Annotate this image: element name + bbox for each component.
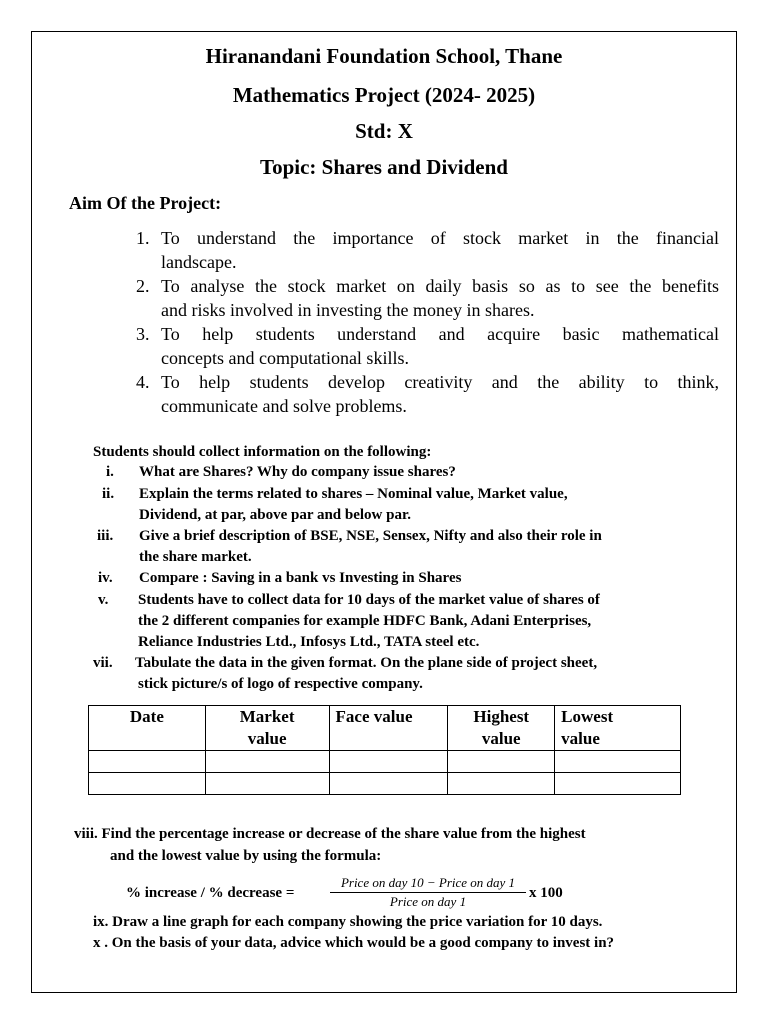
aim-item-number: 3.	[136, 324, 150, 344]
table-cell	[205, 773, 329, 795]
table-header-row	[89, 706, 681, 751]
aim-item-text: To help students understand and acquire basic mathematical concepts and computational skills.	[161, 324, 719, 368]
collect-item-text: stick picture/s of logo of respective company.	[138, 676, 423, 692]
collect-item-text: Explain the terms related to shares – Nominal value, Market value,	[139, 486, 568, 502]
table-cell	[89, 773, 206, 795]
column-header-face-value: Face value	[329, 706, 448, 751]
collect-item-number: ii.	[102, 486, 115, 502]
formula-lhs: % increase / % decrease =	[126, 885, 295, 901]
collect-item-text: Compare : Saving in a bank vs Investing in Shares	[139, 570, 462, 586]
aim-item-number: 2.	[136, 276, 150, 296]
collect-item-text: Tabulate the data in the given format. On the plane side of project sheet,	[135, 655, 598, 671]
collect-item-text: the 2 different companies for example HDFC Bank, Adani Enterprises,	[138, 613, 592, 629]
table-cell	[555, 751, 681, 773]
item-viii-line1: viii. Find the percentage increase or decrease of the share value from the highest	[74, 826, 586, 842]
aim-item-text: To analyse the stock market on daily basis so as to see the benefits and risks involved in investing the money in shares.	[161, 276, 719, 320]
formula-numerator: Price on day 10 − Price on day 1	[330, 874, 526, 893]
aim-item-number: 4.	[136, 372, 150, 392]
collect-item-text: Reliance Industries Ltd., Infosys Ltd., TATA steel etc.	[138, 634, 480, 650]
table-cell	[448, 751, 555, 773]
project-title: Mathematics Project (2024- 2025)	[232, 83, 536, 107]
collect-item-text: the share market.	[139, 549, 252, 565]
formula-fraction	[330, 874, 526, 910]
aim-item-text: To help students develop creativity and the ability to think, communicate and solve problems.	[161, 372, 719, 416]
aim-heading: Aim Of the Project:	[69, 193, 222, 213]
table-cell	[89, 751, 206, 773]
table-cell	[448, 773, 555, 795]
collect-item-number: iii.	[97, 528, 114, 544]
collect-item-number: iv.	[98, 570, 113, 586]
item-ix: ix. Draw a line graph for each company showing the price variation for 10 days.	[93, 914, 603, 930]
item-viii-line2: and the lowest value by using the formula:	[110, 848, 382, 864]
table-cell	[329, 751, 448, 773]
topic-title: Topic: Shares and Dividend	[259, 155, 508, 179]
aim-item-number: 1.	[136, 228, 150, 248]
collect-item-number: i.	[106, 464, 114, 480]
table-cell	[329, 773, 448, 795]
collect-item-text: What are Shares? Why do company issue shares?	[139, 464, 456, 480]
collect-intro: Students should collect information on the following:	[93, 444, 432, 460]
school-name: Hiranandani Foundation School, Thane	[205, 44, 563, 68]
column-header-highest-value: Highest value	[448, 706, 555, 751]
data-table	[88, 705, 681, 795]
collect-item-text: Dividend, at par, above par and below par.	[139, 507, 412, 523]
column-header-market-value: Market value	[205, 706, 329, 751]
collect-item-text: Students have to collect data for 10 days of the market value of shares of	[138, 592, 600, 608]
aim-item-text: To understand the importance of stock market in the financial landscape.	[161, 228, 719, 272]
collect-item-number: v.	[98, 592, 109, 608]
collect-item-number: vii.	[93, 655, 113, 671]
table-cell	[205, 751, 329, 773]
collect-item-text: Give a brief description of BSE, NSE, Sensex, Nifty and also their role in	[139, 528, 602, 544]
column-header-date: Date	[89, 706, 206, 751]
table-row	[89, 773, 681, 795]
item-x: x . On the basis of your data, advice which would be a good company to invest in?	[93, 935, 615, 951]
standard: Std: X	[355, 119, 413, 143]
table-cell	[555, 773, 681, 795]
column-header-lowest-value: Lowest value	[555, 706, 681, 751]
formula-rhs: x 100	[529, 885, 563, 901]
table-row	[89, 751, 681, 773]
formula-denominator: Price on day 1	[389, 894, 467, 909]
